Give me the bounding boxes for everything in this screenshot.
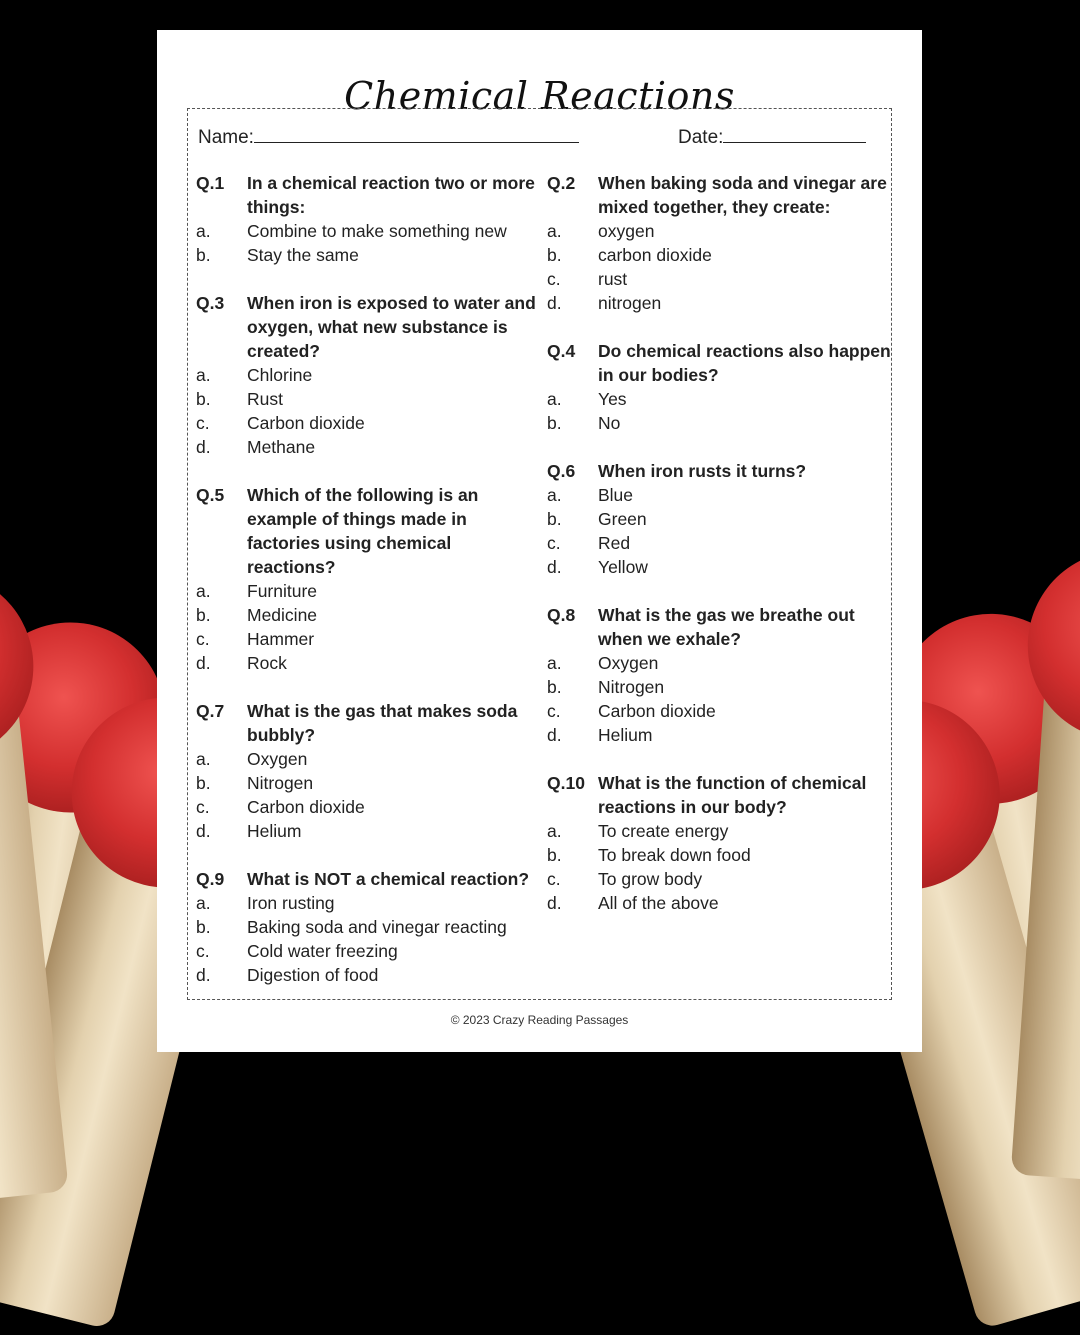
worksheet-page bbox=[157, 30, 922, 1052]
question-block bbox=[196, 291, 541, 459]
answer-option[interactable] bbox=[196, 435, 541, 459]
option-text: To create energy bbox=[598, 821, 729, 841]
question-number: Q.1 bbox=[196, 173, 225, 193]
option-letter: a. bbox=[547, 221, 562, 241]
option-letter: d. bbox=[547, 725, 562, 745]
answer-option[interactable] bbox=[196, 915, 541, 939]
option-text: Blue bbox=[598, 485, 634, 505]
answer-option[interactable] bbox=[196, 363, 541, 387]
answer-option[interactable] bbox=[547, 243, 892, 267]
option-letter: d. bbox=[547, 557, 562, 577]
option-text: carbon dioxide bbox=[598, 245, 712, 265]
answer-option[interactable] bbox=[196, 795, 541, 819]
option-text: Digestion of food bbox=[247, 965, 379, 985]
date-field[interactable] bbox=[678, 125, 866, 149]
option-letter: d. bbox=[547, 893, 562, 913]
option-text: Baking soda and vinegar reacting bbox=[247, 917, 507, 937]
question-header bbox=[547, 603, 892, 651]
question-header bbox=[196, 291, 541, 363]
option-letter: b. bbox=[547, 245, 562, 265]
answer-option[interactable] bbox=[547, 843, 892, 867]
option-letter: a. bbox=[547, 485, 562, 505]
question-number: Q.9 bbox=[196, 869, 225, 889]
option-text: rust bbox=[598, 269, 628, 289]
answer-option[interactable] bbox=[547, 483, 892, 507]
option-letter: d. bbox=[196, 821, 211, 841]
option-text: Oxygen bbox=[247, 749, 308, 769]
question-header bbox=[196, 867, 541, 891]
question-text: When baking soda and vinegar are mixed together, they create: bbox=[598, 173, 887, 217]
option-letter: c. bbox=[547, 869, 561, 889]
option-letter: d. bbox=[196, 653, 211, 673]
option-letter: a. bbox=[196, 221, 211, 241]
option-text: Green bbox=[598, 509, 647, 529]
answer-option[interactable] bbox=[196, 603, 541, 627]
answer-option[interactable] bbox=[547, 219, 892, 243]
answer-option[interactable] bbox=[196, 939, 541, 963]
option-text: Stay the same bbox=[247, 245, 359, 265]
option-text: Chlorine bbox=[247, 365, 313, 385]
answer-option[interactable] bbox=[547, 387, 892, 411]
quiz-frame bbox=[187, 108, 892, 1000]
answer-option[interactable] bbox=[547, 411, 892, 435]
page-title: Chemical Reactions bbox=[344, 74, 735, 118]
answer-option[interactable] bbox=[547, 699, 892, 723]
name-blank-line[interactable] bbox=[254, 125, 579, 143]
question-number: Q.4 bbox=[547, 341, 576, 361]
answer-option[interactable] bbox=[547, 723, 892, 747]
question-header bbox=[547, 459, 892, 483]
question-text: When iron is exposed to water and oxygen, what new substance is created? bbox=[247, 293, 536, 361]
answer-option[interactable] bbox=[196, 243, 541, 267]
option-text: No bbox=[598, 413, 621, 433]
option-text: Helium bbox=[247, 821, 302, 841]
question-text: What is the function of chemical reactions in our body? bbox=[598, 773, 867, 817]
option-letter: c. bbox=[196, 941, 210, 961]
option-letter: c. bbox=[547, 701, 561, 721]
date-label: Date: bbox=[678, 127, 724, 148]
option-letter: a. bbox=[547, 389, 562, 409]
question-block bbox=[547, 771, 892, 915]
option-text: Nitrogen bbox=[247, 773, 314, 793]
answer-option[interactable] bbox=[196, 219, 541, 243]
question-block bbox=[547, 339, 892, 435]
option-text: Yellow bbox=[598, 557, 648, 577]
answer-option[interactable] bbox=[547, 531, 892, 555]
question-text: What is the gas we breathe out when we exhale? bbox=[598, 605, 855, 649]
option-text: Oxygen bbox=[598, 653, 659, 673]
date-blank-line[interactable] bbox=[723, 125, 866, 143]
question-number: Q.2 bbox=[547, 173, 576, 193]
option-text: Nitrogen bbox=[598, 677, 665, 697]
option-text: Red bbox=[598, 533, 631, 553]
answer-option[interactable] bbox=[547, 891, 892, 915]
option-letter: c. bbox=[196, 797, 210, 817]
option-text: Combine to make something new bbox=[247, 221, 507, 241]
name-field[interactable] bbox=[198, 125, 579, 149]
option-text: Carbon dioxide bbox=[247, 413, 365, 433]
option-letter: d. bbox=[547, 293, 562, 313]
answer-option[interactable] bbox=[547, 867, 892, 891]
question-header bbox=[547, 771, 892, 819]
question-block bbox=[196, 867, 541, 987]
answer-option[interactable] bbox=[547, 291, 892, 315]
option-letter: c. bbox=[196, 413, 210, 433]
option-letter: b. bbox=[547, 509, 562, 529]
question-block bbox=[196, 483, 541, 675]
option-text: Cold water freezing bbox=[247, 941, 398, 961]
answer-option[interactable] bbox=[196, 651, 541, 675]
option-text: Hammer bbox=[247, 629, 315, 649]
option-letter: b. bbox=[196, 917, 211, 937]
option-text: Helium bbox=[598, 725, 653, 745]
question-text: Which of the following is an example of things made in factories using chemical reactions? bbox=[247, 485, 479, 577]
option-text: oxygen bbox=[598, 221, 655, 241]
question-number: Q.3 bbox=[196, 293, 225, 313]
option-letter: b. bbox=[196, 245, 211, 265]
question-header bbox=[547, 339, 892, 387]
option-letter: a. bbox=[547, 653, 562, 673]
option-letter: c. bbox=[547, 533, 561, 553]
option-letter: d. bbox=[196, 437, 211, 457]
answer-option[interactable] bbox=[547, 819, 892, 843]
question-block bbox=[196, 171, 541, 267]
question-block bbox=[547, 171, 892, 315]
answer-option[interactable] bbox=[196, 387, 541, 411]
question-header bbox=[196, 171, 541, 219]
answer-option[interactable] bbox=[196, 627, 541, 651]
option-text: Iron rusting bbox=[247, 893, 335, 913]
option-text: Rust bbox=[247, 389, 283, 409]
option-letter: a. bbox=[196, 893, 211, 913]
question-block bbox=[547, 603, 892, 747]
answer-option[interactable] bbox=[547, 555, 892, 579]
answer-option[interactable] bbox=[196, 771, 541, 795]
copyright-footer: © 2023 Crazy Reading Passages bbox=[450, 1013, 629, 1027]
option-text: All of the above bbox=[598, 893, 719, 913]
question-header bbox=[547, 171, 892, 219]
answer-option[interactable] bbox=[547, 507, 892, 531]
answer-option[interactable] bbox=[547, 267, 892, 291]
question-text: When iron rusts it turns? bbox=[598, 461, 807, 481]
option-text: Carbon dioxide bbox=[247, 797, 365, 817]
question-text: Do chemical reactions also happen in our bodies? bbox=[598, 341, 891, 385]
question-block bbox=[547, 459, 892, 579]
option-letter: d. bbox=[196, 965, 211, 985]
option-text: Carbon dioxide bbox=[598, 701, 716, 721]
option-letter: b. bbox=[196, 389, 211, 409]
option-letter: a. bbox=[547, 821, 562, 841]
question-number: Q.6 bbox=[547, 461, 576, 481]
option-letter: a. bbox=[196, 581, 211, 601]
answer-option[interactable] bbox=[547, 675, 892, 699]
question-block bbox=[196, 699, 541, 843]
option-letter: a. bbox=[196, 365, 211, 385]
option-text: To break down food bbox=[598, 845, 751, 865]
option-letter: c. bbox=[196, 629, 210, 649]
option-text: Rock bbox=[247, 653, 287, 673]
question-text: In a chemical reaction two or more things: bbox=[247, 173, 535, 217]
option-text: To grow body bbox=[598, 869, 703, 889]
answer-option[interactable] bbox=[196, 963, 541, 987]
answer-option[interactable] bbox=[196, 819, 541, 843]
answer-option[interactable] bbox=[196, 747, 541, 771]
name-label: Name: bbox=[198, 127, 254, 148]
option-letter: b. bbox=[547, 845, 562, 865]
option-text: Furniture bbox=[247, 581, 318, 601]
question-number: Q.7 bbox=[196, 701, 225, 721]
option-letter: b. bbox=[547, 413, 562, 433]
option-letter: b. bbox=[196, 605, 211, 625]
answer-option[interactable] bbox=[196, 411, 541, 435]
question-text: What is the gas that makes soda bubbly? bbox=[247, 701, 518, 745]
question-header bbox=[196, 699, 541, 747]
answer-option[interactable] bbox=[547, 651, 892, 675]
option-text: Yes bbox=[598, 389, 627, 409]
answer-option[interactable] bbox=[196, 891, 541, 915]
option-text: nitrogen bbox=[598, 293, 662, 313]
question-number: Q.10 bbox=[547, 773, 585, 793]
option-text: Medicine bbox=[247, 605, 318, 625]
right-question-column bbox=[547, 171, 892, 939]
left-question-column bbox=[196, 171, 541, 1011]
option-letter: b. bbox=[196, 773, 211, 793]
option-letter: a. bbox=[196, 749, 211, 769]
question-header bbox=[196, 483, 541, 579]
question-number: Q.5 bbox=[196, 485, 225, 505]
option-letter: b. bbox=[547, 677, 562, 697]
answer-option[interactable] bbox=[196, 579, 541, 603]
question-text: What is NOT a chemical reaction? bbox=[247, 869, 530, 889]
option-text: Methane bbox=[247, 437, 316, 457]
option-letter: c. bbox=[547, 269, 561, 289]
question-number: Q.8 bbox=[547, 605, 576, 625]
